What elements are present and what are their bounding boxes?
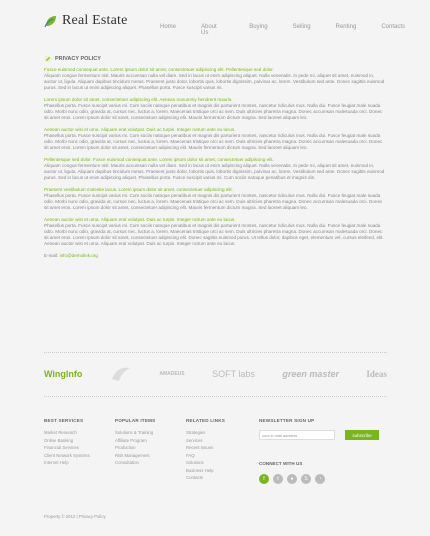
logo-text: Real Estate — [62, 13, 128, 28]
paragraph-body: Phasellus porta. Fusce suscipit varius mi. Cum sociis natoque penatibus et magnis dis parturient montes, nascetur ridiculus mus. Nulla dui. Fusce feugiat male suada odio. Morbi nunc odio, gravida at, cursus nec, luctus a, lorem. Maecenas tristique orci ac sem. Duis ultricies pharetra magna. Donec accumsan malesuada orci. Donec sit amet eros. Lorem ipsum dolor sit amet, consectetuer adipiscing elit. Donec sagittis euismod purus. Ut tellus dolor, dapibus eget, elementum vel, cursus eleifend, elit. Aenean auctor wisi et urna. Aliquam erat volutpat. Duis ac turpis. Integer rutrum ante eu lacus. — [44, 223, 384, 246]
policy-paragraph — [44, 187, 387, 211]
header — [0, 0, 430, 44]
partner-logo-ideas[interactable]: Ideas — [366, 369, 387, 379]
flickr-icon[interactable]: ● — [287, 474, 297, 484]
nav-home[interactable]: Home — [160, 24, 177, 30]
footer-link[interactable]: Online Banking — [44, 437, 74, 443]
footer-link[interactable]: Consultation — [115, 460, 139, 465]
policy-paragraph — [44, 97, 387, 121]
footer-link[interactable]: Contacts — [186, 475, 203, 480]
paragraph-body: Phasellus porta. Fusce suscipit varius mi. Cum sociis natoque penatibus et magnis dis parturient montes, nascetur ridiculus mus. Nulla dui. Fusce feugiat male suada odio. Morbi nunc odio, gravida at, cursus nec, luctus a, lorem. Maecenas tristique orci ac sem. Duis ultricies pharetra magna. Donec accumsan malesuada orci. Donec sit amet eros. Lorem ipsum dolor sit amet, consectetuer adipiscing elit. Mauris fermentum dictum magna. Sed laoreet aliquam leo. — [44, 193, 383, 210]
paragraph-heading: Lorem ipsum dolor sit amet, consectetuer adipiscing elit. Aenean nonummy hendrerit mauris. — [44, 97, 233, 102]
paragraph-body: Aliquam congue fermentum nisl. Mauris accumsan nulla vel diam. Sed in lacus ut enim adipiscing aliquet. Nulla venenatis. In pede mi, aliquet sit amet, euismod in, auctor ut, ligula. Aliquam dapibus tincidunt metus. Praesent justo dolor, lobortis quis, lobortis dignissim, pulvinar ac, lorem. Vestibulum sed ante. Donec sagittis euismod purus. Sed in lacus ut enim adipiscing aliquet. Phasellus porta. Fusce suscipit varius mi. — [44, 73, 385, 90]
footer-link[interactable]: Services — [186, 437, 203, 443]
paragraph-body: Aliquam congue fermentum nisl. Mauris accumsan nulla vel diam. Sed in lacus ut enim adipiscing aliquet. Nulla venenatis. In pede mi, aliquet sit amet, euismod in, auctor ut, ligula. Aliquam dapibus tincidunt metus. Praesent justo dolor, lobortis quis, lobortis dignissim, pulvinar ac, lorem. Vestibulum sed ante. Donec sagittis euismod purus. Sed in lacus ut enim adipiscing aliquet. Phasellus porta. Fusce suscipit varius mi. Cum sociis natoque penatibus et magnis dis. — [44, 163, 385, 180]
page-title-text: PRIVACY POLICY — [55, 56, 101, 62]
partner-logo-softlabs[interactable]: SOFT labs — [212, 369, 255, 379]
email-line — [44, 253, 387, 258]
email-label: E-mail: — [44, 253, 59, 258]
footer-link[interactable]: Risk Management — [115, 452, 150, 458]
footer-column-title: RELATED LINKS — [186, 418, 226, 423]
partner-logo-amadeus[interactable]: AMADEUS — [159, 371, 185, 377]
newsletter-title: NEWSLETTER SIGN UP — [259, 418, 315, 423]
facebook-icon[interactable]: f — [259, 474, 269, 484]
page-title — [44, 55, 387, 63]
newsletter-signup — [259, 418, 387, 484]
skype-icon[interactable]: S — [301, 474, 311, 484]
privacy-policy-link[interactable]: Privacy Policy — [78, 514, 106, 519]
policy-paragraph — [44, 67, 387, 91]
connect-title: CONNECT WITH US — [259, 461, 303, 466]
footer-column-title: BEST SERVICES — [44, 418, 84, 423]
divider — [44, 396, 387, 397]
divider — [44, 352, 387, 353]
footer-link[interactable]: Strategies — [186, 430, 206, 435]
footer-link[interactable]: Client Network Systems — [44, 452, 90, 458]
partner-logo-bird-icon[interactable] — [110, 365, 132, 383]
footer-column-popular-items — [115, 418, 186, 482]
footer-link[interactable]: Business Help — [186, 467, 214, 473]
policy-paragraph — [44, 217, 387, 247]
subscribe-button[interactable]: subscribe — [345, 430, 379, 440]
footer-link[interactable]: Market Research — [44, 430, 77, 435]
footer-column-best-services — [44, 418, 115, 482]
footer-link[interactable]: Financial Services — [44, 445, 79, 450]
newsletter-form — [259, 430, 387, 440]
logo[interactable] — [44, 13, 128, 29]
footer-link[interactable]: Production — [115, 445, 136, 450]
partner-logo-winginfo[interactable]: WingInfo — [44, 369, 83, 379]
paragraph-body: Phasellus porta. Fusce suscipit varius mi. Cum sociis natoque penatibus et magnis dis parturient montes, nascetur ridiculus mus. Nulla dui. Fusce feugiat male suada odio. Morbi nunc odio, gravida at, cursus nec, luctus a, lorem. Maecenas tristique orci ac sem. Duis ultricies pharetra magna. Donec accumsan malesuada orci. Donec sit amet eros. Lorem ipsum dolor sit amet, consectetuer adipiscing elit. Mauris fermentum dictum magna. Sed laoreet aliquam leo. — [44, 103, 383, 120]
paragraph-heading: Aenean auctor wisi et urna. Aliquam erat volutpat. Duis ac turpis. Integer rutrum ante eu lacus. — [44, 127, 236, 132]
main-nav — [160, 24, 430, 36]
paragraph-heading: Praesent vestibulum molestie lacus. Lorem ipsum dolor sit amet, consectetuer adipiscing elit. — [44, 187, 233, 192]
paragraph-heading: Fusce euismod consequat ante. Lorem ipsum dolor sit amet, consectetuer adipiscing elit. Pellentesque sed dolor. — [44, 67, 274, 72]
footer-column-title: POPULAR ITEMS — [115, 418, 156, 423]
nav-buying[interactable]: Buying — [249, 24, 268, 30]
partner-logos — [44, 362, 387, 386]
rss-icon[interactable]: ◔ — [315, 474, 325, 484]
footer-link[interactable]: Affiliate Program — [115, 437, 147, 443]
nav-contacts[interactable]: Contacts — [381, 24, 405, 30]
pencil-icon — [44, 55, 52, 63]
main-content — [44, 55, 387, 258]
policy-paragraph — [44, 127, 387, 151]
policy-paragraph — [44, 157, 387, 181]
copyright-text: Property © 2012 — [44, 514, 76, 519]
newsletter-email-input[interactable]: your e-mail address — [259, 430, 335, 440]
social-icons — [259, 474, 387, 484]
partner-logo-green-master[interactable]: green master — [282, 369, 339, 379]
leaf-logo-icon — [44, 14, 58, 28]
email-link[interactable]: info@demolink.org — [59, 253, 98, 258]
nav-renting[interactable]: Renting — [335, 24, 357, 30]
footer-link[interactable]: Solutions & Training — [115, 430, 154, 435]
footer-column-related-links — [186, 418, 257, 482]
twitter-icon[interactable]: t — [273, 474, 283, 484]
footer-link[interactable]: Internet Help — [44, 460, 69, 465]
footer-link[interactable]: Solutions — [186, 460, 204, 465]
nav-about-us[interactable]: About Us — [201, 24, 217, 36]
nav-selling[interactable]: Selling — [292, 24, 311, 30]
footer-link[interactable]: FAQ — [186, 452, 195, 458]
copyright: Property © 2012 | Privacy Policy — [44, 514, 106, 519]
paragraph-body: Phasellus porta. Fusce suscipit varius mi. Cum sociis natoque penatibus et magnis dis parturient montes, nascetur ridiculus mus. Nulla dui. Fusce feugiat male suada odio. Morbi nunc odio, gravida at, cursus nec, luctus a, lorem. Maecenas tristique orci ac sem. Duis ultricies pharetra magna. Donec accumsan malesuada orci. Donec sit amet eros. Lorem ipsum dolor sit amet, consectetuer adipiscing elit. Mauris fermentum dictum magna. Sed laoreet aliquam leo. — [44, 133, 383, 150]
paragraph-heading: Aenean auctor wisi et urna. Aliquam erat volutpat. Duis ac turpis. Integer rutrum ante eu lacus. — [44, 217, 236, 222]
footer-link[interactable]: Recent Issues — [186, 445, 214, 450]
paragraph-heading: Pellentesque sed dolor. Fusce euismod consequat ante. Lorem ipsum dolor sit amet, consectetuer adipiscing elit. — [44, 157, 274, 162]
